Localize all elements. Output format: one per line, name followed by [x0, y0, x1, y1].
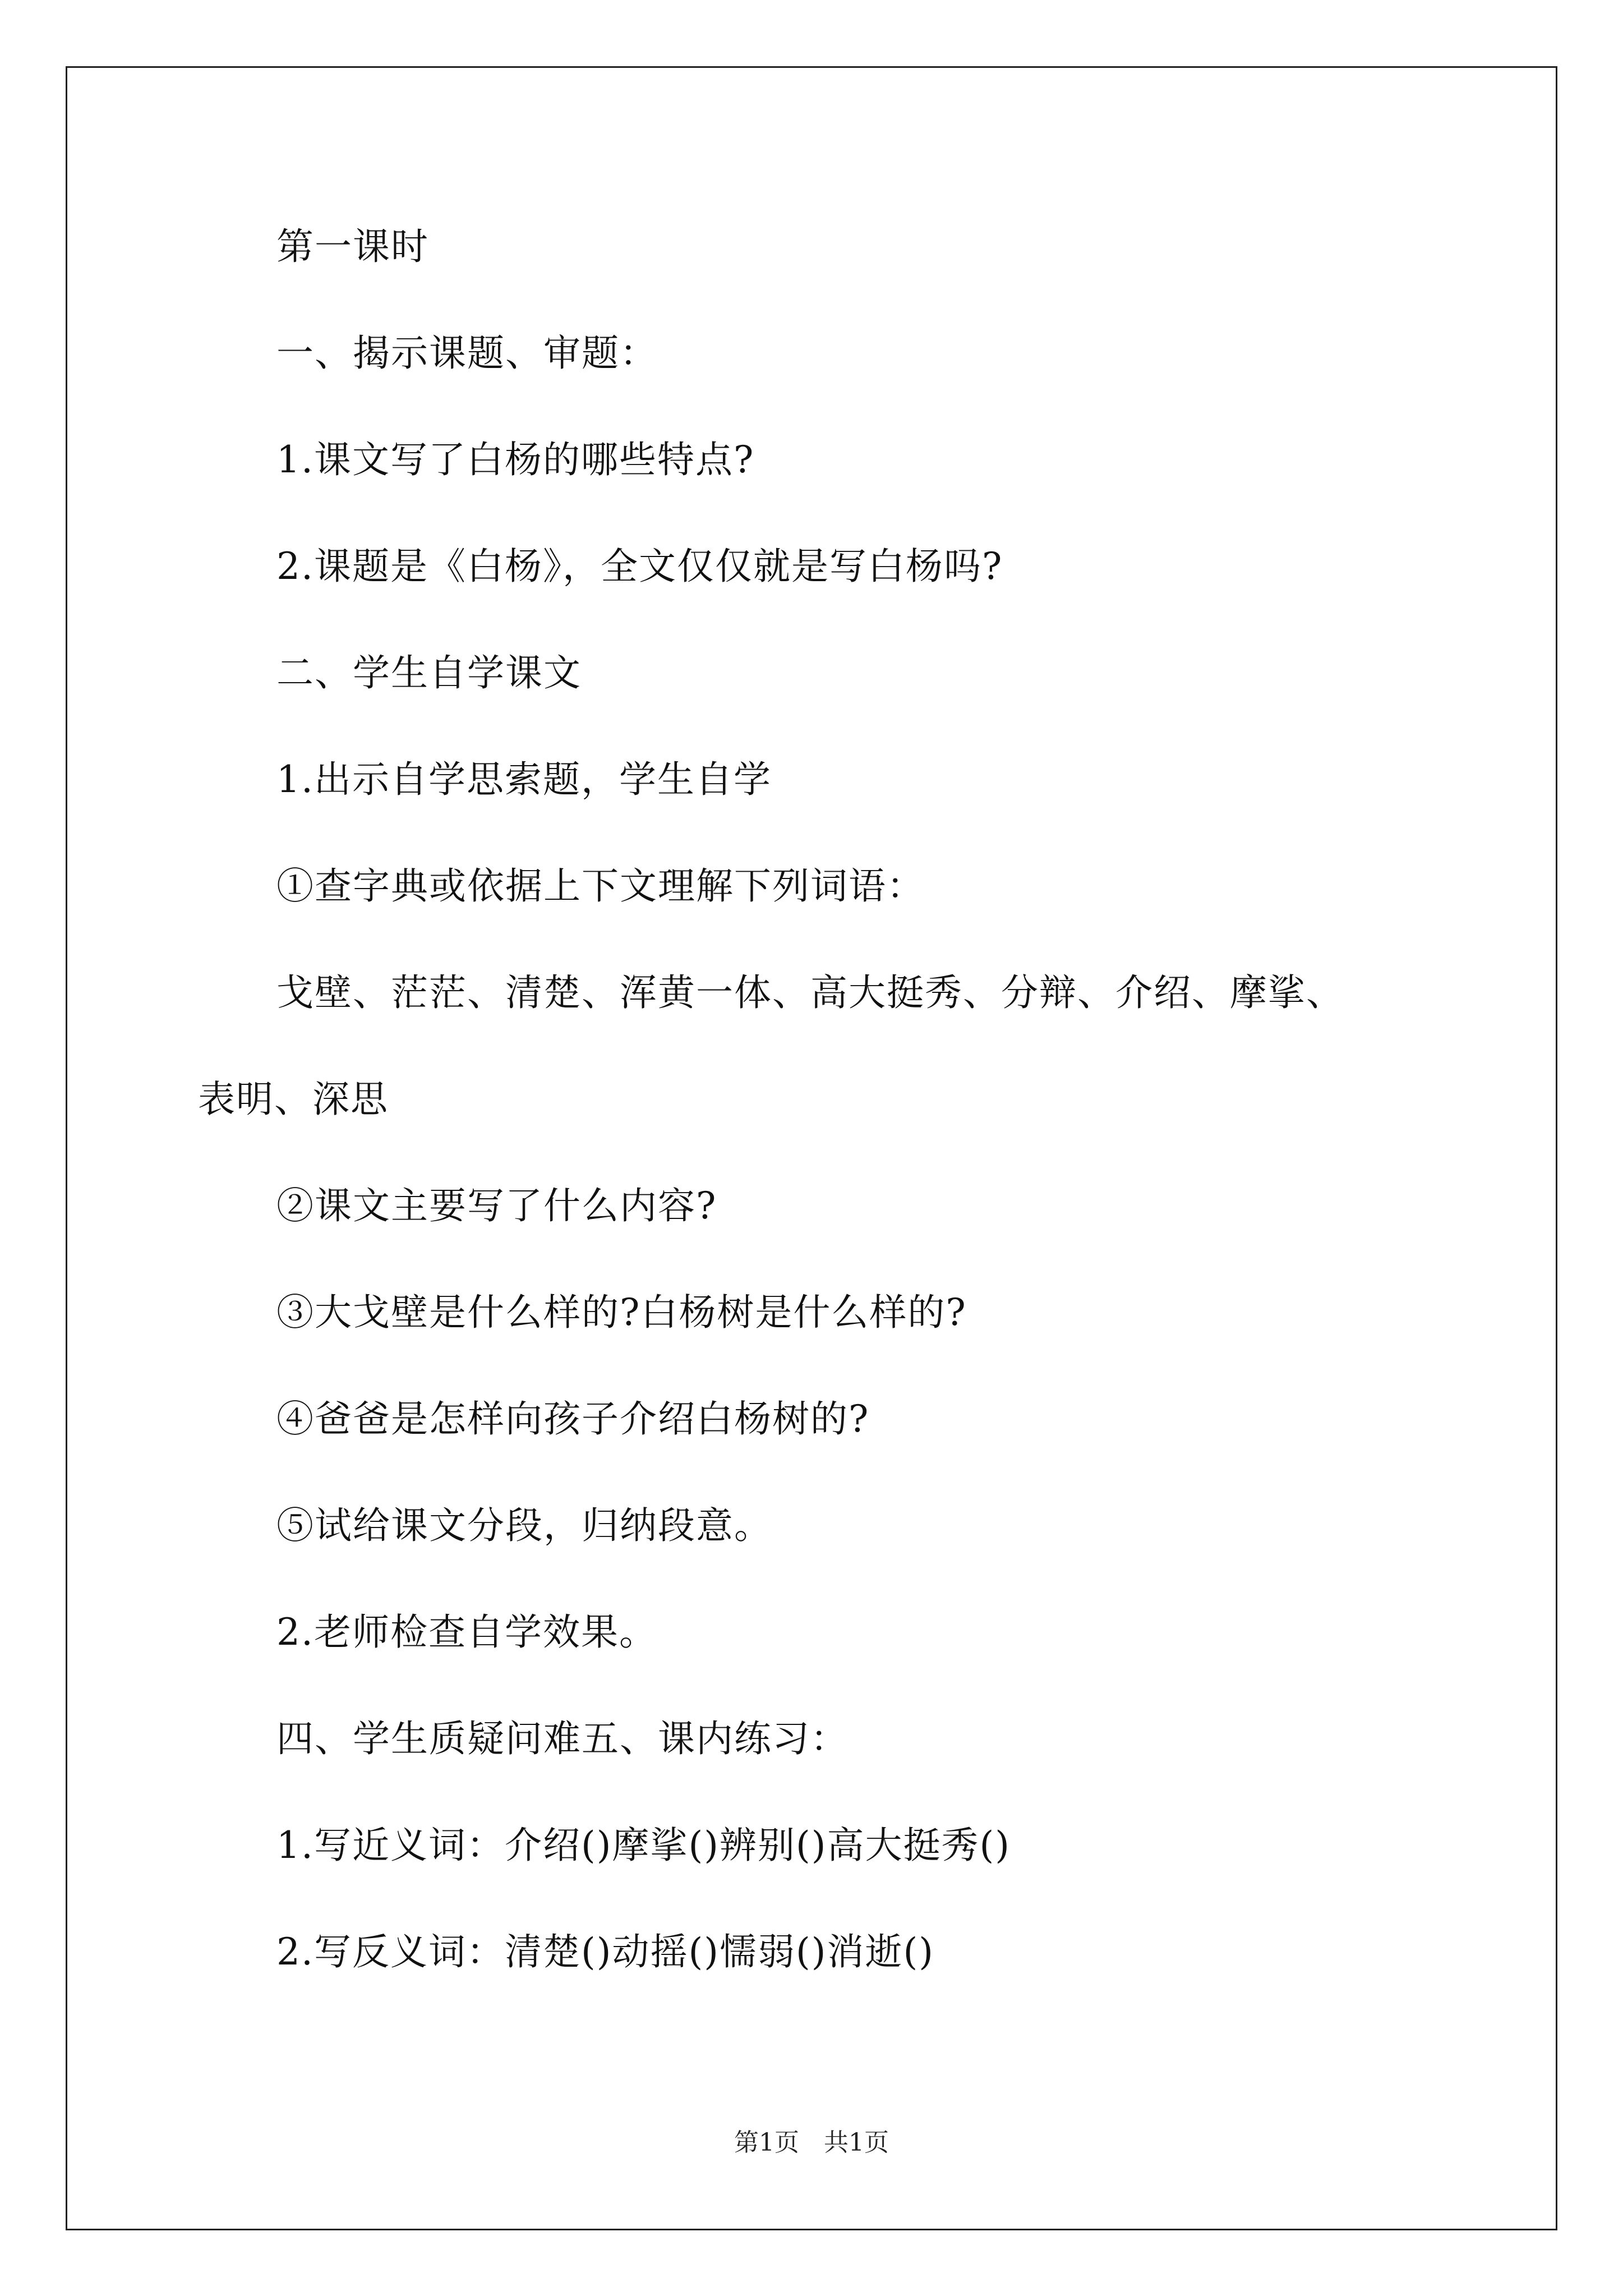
self-study-task-5: ⑤试给课文分段，归纳段意。 — [276, 1504, 772, 1547]
vocabulary-list-continued: 表明、深思 — [198, 1078, 389, 1121]
exercise-antonyms: 2.写反义词：清楚()动摇()懦弱()消逝() — [276, 1930, 934, 1973]
heading-reveal-topic: 一、揭示课题、审题： — [276, 332, 658, 375]
exercise-synonyms: 1.写近义词：介绍()摩挲()辨别()高大挺秀() — [276, 1824, 1011, 1867]
question-1: 1.课文写了白杨的哪些特点? — [276, 438, 755, 481]
vocabulary-list: 戈壁、茫茫、清楚、浑黄一体、高大挺秀、分辩、介绍、摩挲、 — [276, 971, 1344, 1014]
section-title: 第一课时 — [276, 225, 429, 268]
self-study-task-2: ②课文主要写了什么内容? — [276, 1184, 717, 1227]
self-study-task-4: ④爸爸是怎样向孩子介绍白杨树的? — [276, 1397, 870, 1441]
question-2: 2.课题是《白杨》，全文仅仅就是写白杨吗? — [276, 545, 1003, 588]
page-border — [66, 66, 1557, 2230]
page-footer: 第1页 共1页 — [734, 2128, 889, 2157]
self-study-task-1: ①查字典或依据上下文理解下列词语： — [276, 864, 925, 908]
self-study-item-1: 1.出示自学思索题，学生自学 — [276, 758, 772, 801]
self-study-item-2: 2.老师检查自学效果。 — [276, 1611, 657, 1654]
heading-self-study: 二、学生自学课文 — [276, 651, 582, 694]
self-study-task-3: ③大戈壁是什么样的?白杨树是什么样的? — [276, 1291, 967, 1334]
heading-questions-exercises: 四、学生质疑问难五、课内练习： — [276, 1717, 849, 1760]
